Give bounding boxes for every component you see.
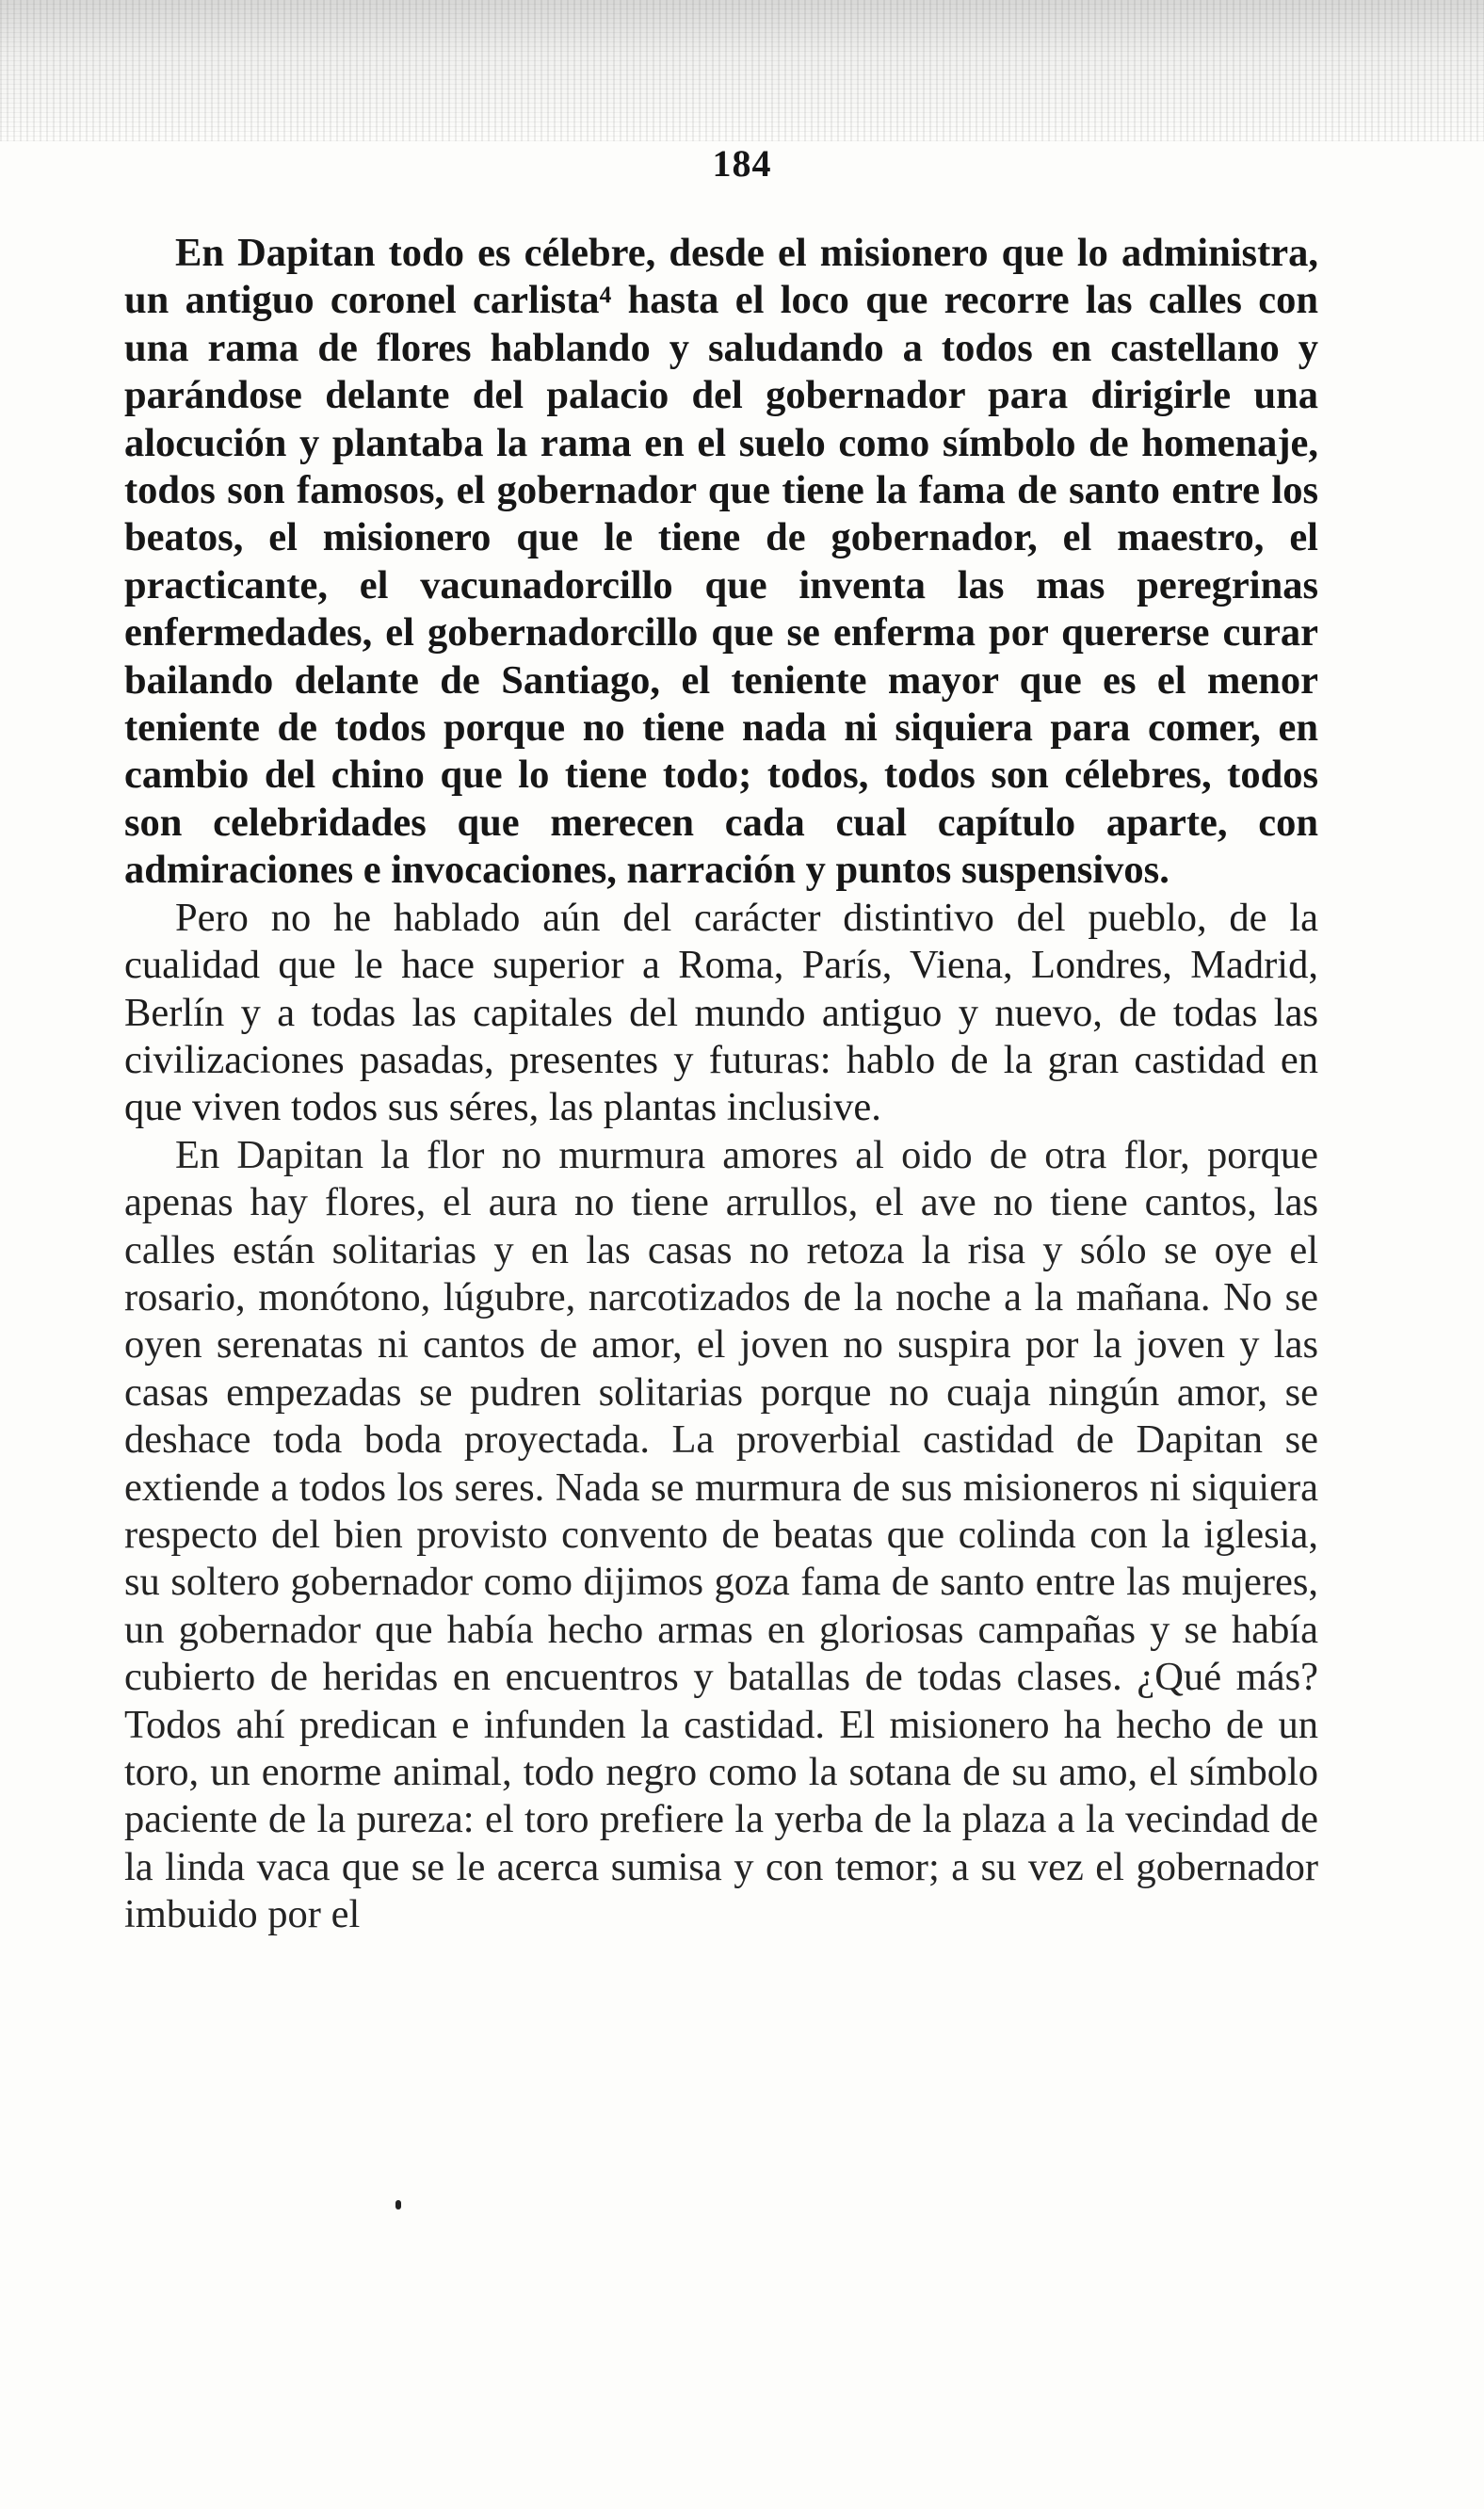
paragraph-1: En Dapitan todo es célebre, desde el misionero que lo administra, un antiguo coronel carlista⁴ hasta el loco que recorre las calles con una rama de flores hablando y saludando a todos en castellano y parándose delante del palacio del gobernador para dirigirle una alocución y plantaba la rama en el suelo como símbolo de homenaje, todos son famosos, el gobernador que tiene la fama de santo entre los beatos, el misionero que le tiene de gobernador, el maestro, el practicante, el vacunadorcillo que inventa las mas peregrinas enfermedades, el gobernadorcillo que se enferma por quererse curar bailando delante de Santiago, el teniente mayor que es el menor teniente de todos porque no tiene nada ni siquiera para comer, en cambio del chino que lo tiene todo; todos, todos son célebres, todos son celebridades que merecen cada cual capítulo aparte, con admiraciones e invocaciones, narración y puntos suspensivos. (124, 231, 1318, 893)
body-text (124, 230, 1318, 1939)
scan-noise-top (0, 0, 1484, 141)
paragraph-3: En Dapitan la flor no murmura amores al oido de otra flor, porque apenas hay flores, el aura no tiene arrullos, el ave no tiene cantos, las calles están solitarias y en las casas no retoza la risa y sólo se oye el rosario, monótono, lúgubre, narcotizados de la noche a la mañana. No se oyen serenatas ni cantos de amor, el joven no suspira por la joven y las casas empezadas se pudren solitarias porque no cuaja ningún amor, se deshace toda boda proyectada. La proverbial castidad de Dapitan se extiende a todos los seres. Nada se murmura de sus misioneros ni siquiera respecto del bien provisto convento de beatas que colinda con la iglesia, su soltero gobernador como dijimos goza fama de santo entre las mujeres, un gobernador que había hecho armas en gloriosas campañas y se había cubierto de heridas en encuentros y batallas de todas clases. ¿Qué más? Todos ahí predican e infunden la castidad. El misionero ha hecho de un toro, un enorme animal, todo negro como la sotana de su amo, el símbolo paciente de la pureza: el toro prefiere la yerba de la plaza a la vecindad de la linda vaca que se le acerca sumisa y con temor; a su vez el gobernador imbuido por el (124, 1132, 1318, 1937)
ink-mark (395, 2200, 401, 2210)
paragraph-2: Pero no he hablado aún del carácter distintivo del pueblo, de la cualidad que le hace superior a Roma, París, Viena, Londres, Madrid, Berlín y a todas las capitales del mundo antiguo y nuevo, de todas las civilizaciones pasadas, presentes y futuras: hablo de la gran castidad en que viven todos sus séres, las plantas inclusive. (124, 895, 1318, 1130)
page-number: 184 (712, 142, 772, 185)
